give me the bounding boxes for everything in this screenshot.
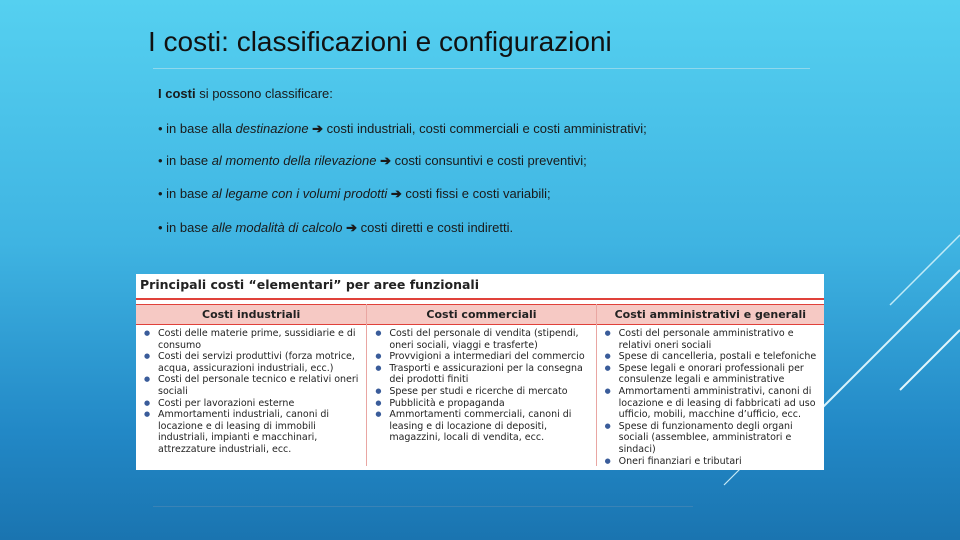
column-industriali <box>136 304 366 466</box>
bullet-volumi <box>158 186 551 202</box>
bullet-result: costi fissi e costi variabili; <box>405 186 551 201</box>
list-item: ● Ammortamenti amministrativi, canoni di locazione e di leasing di fabbricati ad uso ufficio, mobili, macchine d’ufficio, ecc. <box>603 386 820 421</box>
bullet-momento <box>158 153 587 169</box>
table-title-rule <box>136 298 824 300</box>
column-amministrativi <box>596 304 824 466</box>
column-header: Costi industriali <box>136 304 366 325</box>
bullet-criterion: alle modalità di calcolo <box>211 220 343 235</box>
intro-bold: I costi <box>158 86 196 101</box>
item-list <box>597 328 824 467</box>
bullet-calcolo <box>158 220 513 236</box>
list-item: ● Ammortamenti industriali, canoni di locazione e di leasing di immobili industriali, impianti e macchinari, attrezzature industriali, ecc. <box>142 409 362 455</box>
title-divider <box>153 68 810 69</box>
bullet-criterion: al legame con i volumi prodotti <box>211 186 388 201</box>
list-item: ● Spese legali e onorari professionali per consulenze legali e amministrative <box>603 363 820 386</box>
list-item: ● Spese per studi e ricerche di mercato <box>373 386 591 398</box>
column-commerciali <box>366 304 595 466</box>
list-item: ● Costi per lavorazioni esterne <box>142 398 362 410</box>
list-item: ● Costi delle materie prime, sussidiarie e di consumo <box>142 328 362 351</box>
arrow-icon: ➔ <box>308 121 327 136</box>
list-item: ● Trasporti e assicurazioni per la consegna dei prodotti finiti <box>373 363 591 386</box>
arrow-icon: ➔ <box>387 186 406 201</box>
bottom-divider <box>153 506 693 507</box>
bullet-destinazione <box>158 121 647 137</box>
list-item: ● Costi dei servizi produttivi (forza motrice, acqua, assicurazioni industriali, ecc.) <box>142 351 362 374</box>
bullet-criterion: al momento della rilevazione <box>211 153 377 168</box>
bullet-result: costi consuntivi e costi preventivi; <box>394 153 587 168</box>
table-title: Principali costi “elementari” per aree funzionali <box>140 277 479 292</box>
list-item: ● Pubblicità e propaganda <box>373 398 591 410</box>
list-item: ● Costi del personale amministrativo e relativi oneri sociali <box>603 328 820 351</box>
bullet-prefix: • in base <box>158 153 212 168</box>
list-item: ● Ammortamenti commerciali, canoni di leasing e di locazione di depositi, magazzini, locali di vendita, ecc. <box>373 409 591 444</box>
arrow-icon: ➔ <box>342 220 361 235</box>
bullet-prefix: • in base <box>158 186 212 201</box>
intro-rest: si possono classificare: <box>195 86 333 101</box>
bullet-result: costi industriali, costi commerciali e costi amministrativi; <box>326 121 647 136</box>
list-item: ● Costi del personale di vendita (stipendi, oneri sociali, viaggi e trasferte) <box>373 328 591 351</box>
bullet-criterion: destinazione <box>235 121 309 136</box>
table-columns <box>136 304 824 466</box>
column-header: Costi commerciali <box>367 304 595 325</box>
bullet-prefix: • in base <box>158 220 212 235</box>
list-item: ● Spese di cancelleria, postali e telefoniche <box>603 351 820 363</box>
list-item: ● Costi del personale tecnico e relativi oneri sociali <box>142 374 362 397</box>
list-item: ● Spese di funzionamento degli organi sociali (assemblee, amministratori e sindaci) <box>603 421 820 456</box>
list-item: ● Oneri finanziari e tributari <box>603 456 820 468</box>
list-item: ● Provvigioni a intermediari del commercio <box>373 351 591 363</box>
arrow-icon: ➔ <box>376 153 395 168</box>
bullet-result: costi diretti e costi indiretti. <box>360 220 514 235</box>
bullet-prefix: • in base alla <box>158 121 236 136</box>
costs-table-image <box>136 274 824 470</box>
slide-title: I costi: classificazioni e configurazioni <box>148 26 612 57</box>
item-list <box>367 328 595 444</box>
intro-line <box>158 86 333 101</box>
column-header: Costi amministrativi e generali <box>597 304 824 325</box>
item-list <box>136 328 366 456</box>
